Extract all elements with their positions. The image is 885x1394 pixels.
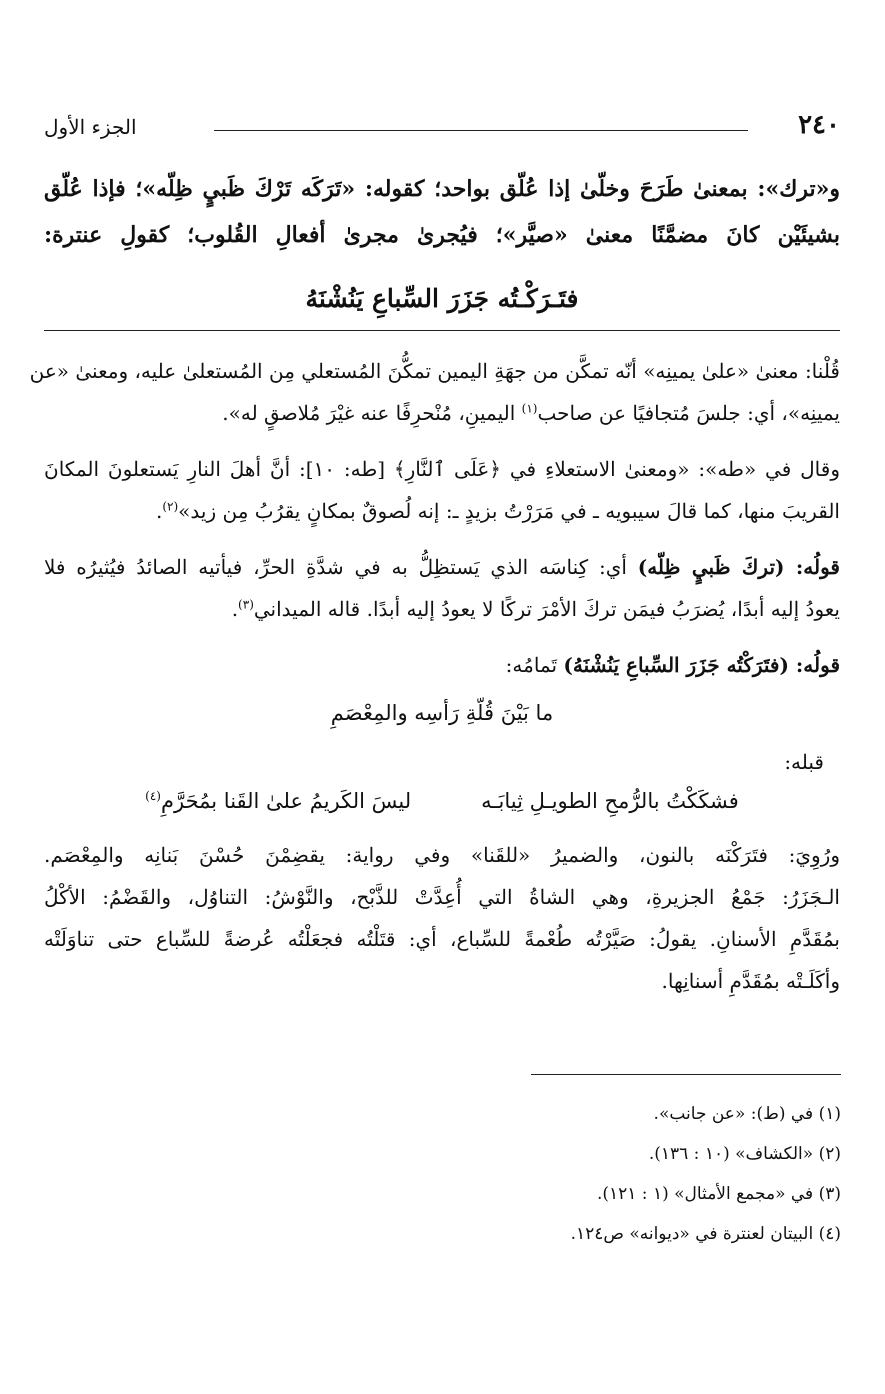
commentary-paragraph [44,834,840,1002]
paragraph-line [44,588,840,630]
footnote: (٤) البيتان لعنترة في «ديوانه» ص١٢٤. [570,1224,841,1244]
footnote-ref[interactable]: (٢) [162,499,179,514]
footnote-ref[interactable]: (٤) [145,789,161,803]
line-text: . [231,597,239,621]
line-text: تَمامُه: [505,653,564,677]
before-label: قبله: [784,750,824,774]
footnote: (٣) في «مجمع الأمثال» (١ : ١٢١). [596,1184,841,1204]
commentary-paragraph [44,644,840,686]
commentary-paragraph [29,350,840,434]
running-title: الجزء الأول [44,115,137,139]
footnote-ref[interactable]: (١) [521,401,538,416]
header-rule [214,130,748,131]
paragraph-line: بمُقَدَّمِ الأسنانِ. يقولُ: صَيَّرْتُه طُعْمةً للسِّباع، أي: قتَلْتُه فجعَلْتُه عُرضةً للسِّباع حتى تناوَلَتْه [44,927,840,951]
line-text: القريبَ منها، كما قالَ سيبويه ـ في مَرَرْتُ بزيدٍ ـ: إنه لُصوقٌ بمكانٍ يقرُبُ مِن زيد» [178,499,840,523]
paragraph-line [44,546,840,588]
second-hemistich: ليسَ الكَريمُ علىٰ القَنا بمُحَرَّمِ [160,789,412,813]
first-hemistich: فشكَكْتُ بالرُّمحِ الطويـلِ ثِيابَـه [481,789,739,813]
line-text: يعودُ إليه أبدًا، يُضرَبُ فيمَن تركَ الأمْرَ تركًا لا يعودُ إليه أبدًا. قاله الميداني [253,597,840,621]
line-text: يمينِه»، أي: جلسَ مُتجافيًا عن صاحب [537,401,840,425]
paragraph-line: وقال في «طه»: «ومعنىٰ الاستعلاءِ في ﴿عَلَى ٱلنَّارِ﴾ [طه: ١٠]: أنَّ أهلَ النارِ يَستعلونَ المكانَ [44,457,840,481]
page-header [44,108,840,148]
verse-completion: ما بَيْنَ قُلّةِ رَأسِه والمِعْصَمِ [330,701,554,725]
verse-couplet [44,780,840,822]
footnotes [45,1096,841,1256]
footnote-ref[interactable]: (٣) [238,597,254,612]
paragraph-line: ورُوِيَ: فتَرَكْنَه بالنون، والضميرُ «للقَنا» وفي رواية: يقضِمْنَ حُسْنَ بَنانِه والمِعْصَم. [44,843,840,867]
paragraph-line [44,490,840,532]
footnote: (١) في (ط): «عن جانب». [653,1104,841,1124]
line-text: . [155,499,163,523]
footnote-separator [531,1074,841,1075]
quoted-lemma: قولُه: (فتَرَكْتُه جَزَرَ السِّباعِ يَنُشْنَهُ) [563,653,840,677]
quoted-text-block [44,166,840,324]
line-text: اليمينِ، مُنْحرِفًا عنه غيْرَ مُلاصقٍ له». [222,401,522,425]
quoted-text-line: و«ترك»: بمعنىٰ طَرَحَ وخلّىٰ إذا عُلّق بواحد؛ كقوله: «تَرَكَه تَرْكَ ظَبيٍ ظِلّه»؛ فإذا عُلّق [44,176,840,202]
paragraph-line: الـجَزَرُ: جَمْعُ الجزيرةِ، وهي الشاةُ التي أُعِدَّتْ للذَّبْح، والنَّوْشُ: التناوُل، والقَضْمُ: الأكْلُ [44,885,840,909]
paragraph-line: وأكَلَـتْه بمُقَدَّمِ أسنانِها. [661,969,840,993]
page-number: ٢٤٠ [798,110,840,140]
section-divider [44,330,840,331]
paragraph-line [44,392,840,434]
quoted-verse: فتَـرَكْـتُه جَزَرَ السِّباعِ يَنُشْنَهُ [305,284,579,313]
quoted-lemma: قولُه: (تركَ ظَبيٍ ظِلّه) [637,555,840,579]
commentary-paragraph [44,546,840,630]
paragraph-line [44,644,840,686]
second-hemistich-wrap [145,780,411,822]
footnote: (٢) «الكشاف» (١٠ : ١٣٦). [648,1144,841,1164]
quoted-text-line: بشيئَيْن كانَ مضمَّنًا معنىٰ «صيَّر»؛ فيُجرىٰ مجرىٰ أفعالِ القُلوب؛ كقولِ عنترة: [44,222,840,248]
paragraph-line: قُلْنا: معنىٰ «علىٰ يمينِه» أنّه تمكَّن من جهَةِ اليمين تمكُّنَ المُستعلي مِن المُستعلىٰ عليه، ومعنىٰ «عن [29,359,840,383]
commentary-paragraph [44,448,840,532]
line-text: أي: كِناسَه الذي يَستظِلُّ به في شدَّةِ الحرِّ، فيأتيه الصائدُ فيُثيرُه فلا [44,555,638,579]
commentary-block [29,350,840,1016]
